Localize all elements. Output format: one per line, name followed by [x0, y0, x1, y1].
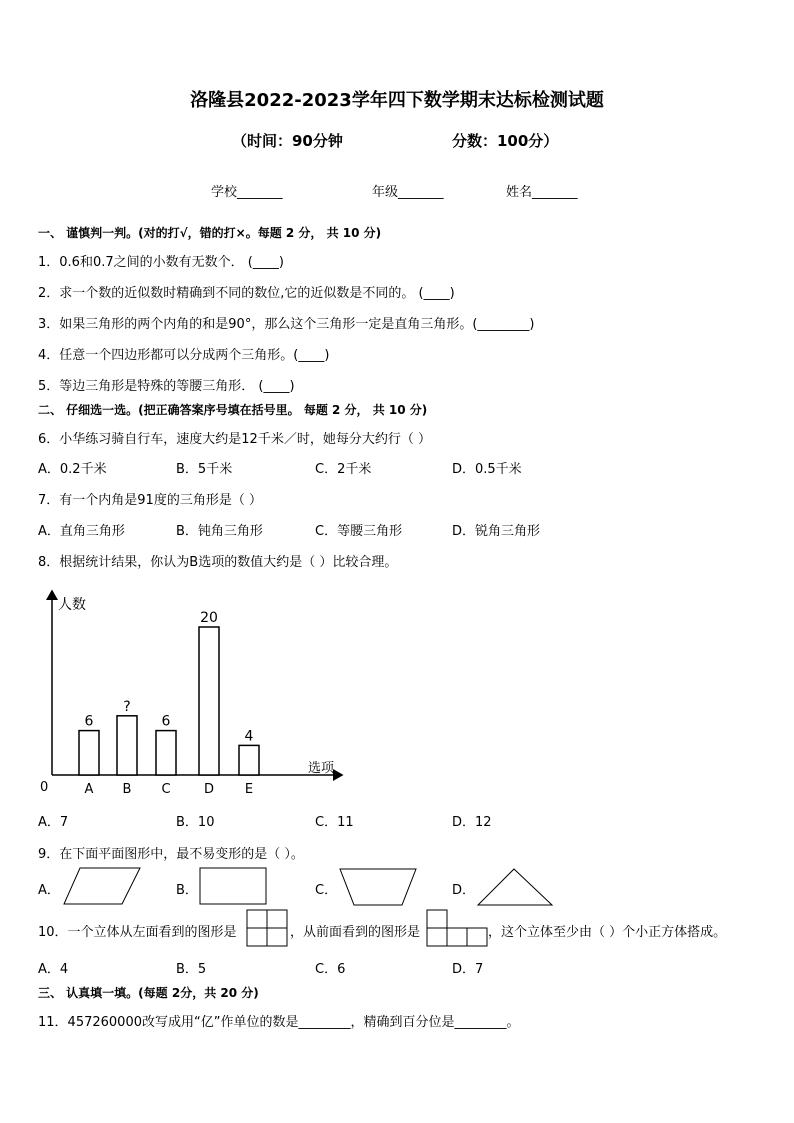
tick-label-a: A — [84, 782, 94, 797]
section-2-heading: 二、 仔细选一选。(把正确答案序号填在括号里。 每题 2 分， 共 10 分) — [38, 403, 428, 417]
bar-b — [117, 716, 137, 775]
data-label-a: 6 — [84, 713, 94, 730]
exam-time: （时间：90分钟 — [232, 132, 343, 150]
q7-option-d: D．锐角三角形 — [452, 524, 541, 539]
parallelogram-shape — [62, 866, 142, 906]
q9-option-b: B． — [176, 883, 198, 898]
name-field: 姓名_______ — [506, 185, 578, 200]
data-label-e: 4 — [244, 728, 254, 745]
q8-option-d: D．12 — [452, 815, 492, 830]
q7-option-a: A．直角三角形 — [38, 524, 125, 539]
section-3-heading: 三、 认真填一填。(每题 2分，共 20 分) — [38, 986, 259, 1000]
front-view-figure — [426, 909, 490, 949]
bar-c — [156, 731, 176, 775]
question-9: 9．在下面平面图形中，最不易变形的是（ ）。 — [38, 847, 304, 862]
tick-label-d: D — [203, 782, 215, 797]
question-10-part-3: ，这个立体至少由（ ）个小正方体搭成。 — [488, 925, 727, 940]
grade-field: 年级_______ — [372, 185, 444, 200]
question-11: 11．457260000改写成用“亿”作单位的数是________，精确到百分位是________。 — [38, 1015, 520, 1030]
q6-option-a: A．0.2千米 — [38, 462, 107, 477]
tick-label-e: E — [244, 782, 254, 797]
tick-label-c: C — [161, 782, 171, 797]
question-1: 1．0.6和0.7之间的小数有无数个． (____) — [38, 255, 284, 270]
q9-option-c: C． — [315, 883, 338, 898]
q10-option-b: B．5 — [176, 962, 207, 977]
x-axis-label: 选项 — [308, 761, 335, 776]
question-10-part-1: 10．一个立体从左面看到的图形是 — [38, 925, 237, 940]
exam-score: 分数：100分） — [452, 132, 559, 150]
data-label-d: 20 — [200, 610, 218, 626]
data-label-b: ? — [123, 698, 131, 715]
q6-option-c: C．2千米 — [315, 462, 372, 477]
y-axis-label: 人数 — [58, 597, 86, 613]
question-2: 2．求一个数的近似数时精确到不同的数位,它的近似数是不同的。 (____) — [38, 286, 455, 301]
q8-option-b: B．10 — [176, 815, 215, 830]
q10-option-d: D．7 — [452, 962, 484, 977]
q7-option-c: C．等腰三角形 — [315, 524, 403, 539]
triangle-shape — [476, 867, 556, 907]
q6-option-d: D．0.5千米 — [452, 462, 522, 477]
bar-a — [79, 731, 99, 775]
question-3: 3．如果三角形的两个内角的和是90°，那么这个三角形一定是直角三角形。(________) — [38, 317, 535, 332]
question-10-part-2: ，从前面看到的图形是 — [290, 925, 421, 940]
q8-option-a: A．7 — [38, 815, 69, 830]
q10-option-a: A．4 — [38, 962, 69, 977]
tick-label-b: B — [122, 782, 132, 797]
question-8: 8．根据统计结果，你认为B选项的数值大约是（ ）比较合理。 — [38, 555, 398, 570]
bar-e — [239, 745, 259, 775]
q8-option-c: C．11 — [315, 815, 354, 830]
question-4: 4．任意一个四边形都可以分成两个三角形。(____) — [38, 348, 330, 363]
question-5: 5．等边三角形是特殊的等腰三角形． (____) — [38, 379, 295, 394]
bar-d — [199, 627, 219, 775]
bar-chart — [30, 585, 350, 805]
page-title: 洛隆县2022-2023学年四下数学期末达标检测试题 — [190, 90, 604, 111]
q6-option-b: B．5千米 — [176, 462, 233, 477]
q9-option-d: D． — [452, 883, 476, 898]
q9-option-a: A． — [38, 883, 60, 898]
school-field: 学校_______ — [211, 185, 283, 200]
q10-option-c: C．6 — [315, 962, 346, 977]
rectangle-shape — [199, 867, 269, 907]
data-label-c: 6 — [161, 713, 171, 730]
left-view-figure — [246, 909, 290, 949]
q7-option-b: B．钝角三角形 — [176, 524, 263, 539]
trapezoid-shape — [338, 867, 418, 907]
question-6: 6．小华练习骑自行车，速度大约是12千米／时，她每分大约行（ ） — [38, 432, 431, 447]
section-1-heading: 一、 谨慎判一判。(对的打√，错的打×。每题 2 分， 共 10 分) — [38, 226, 382, 240]
origin-label: 0 — [40, 780, 49, 795]
question-7: 7．有一个内角是91度的三角形是（ ） — [38, 493, 262, 508]
